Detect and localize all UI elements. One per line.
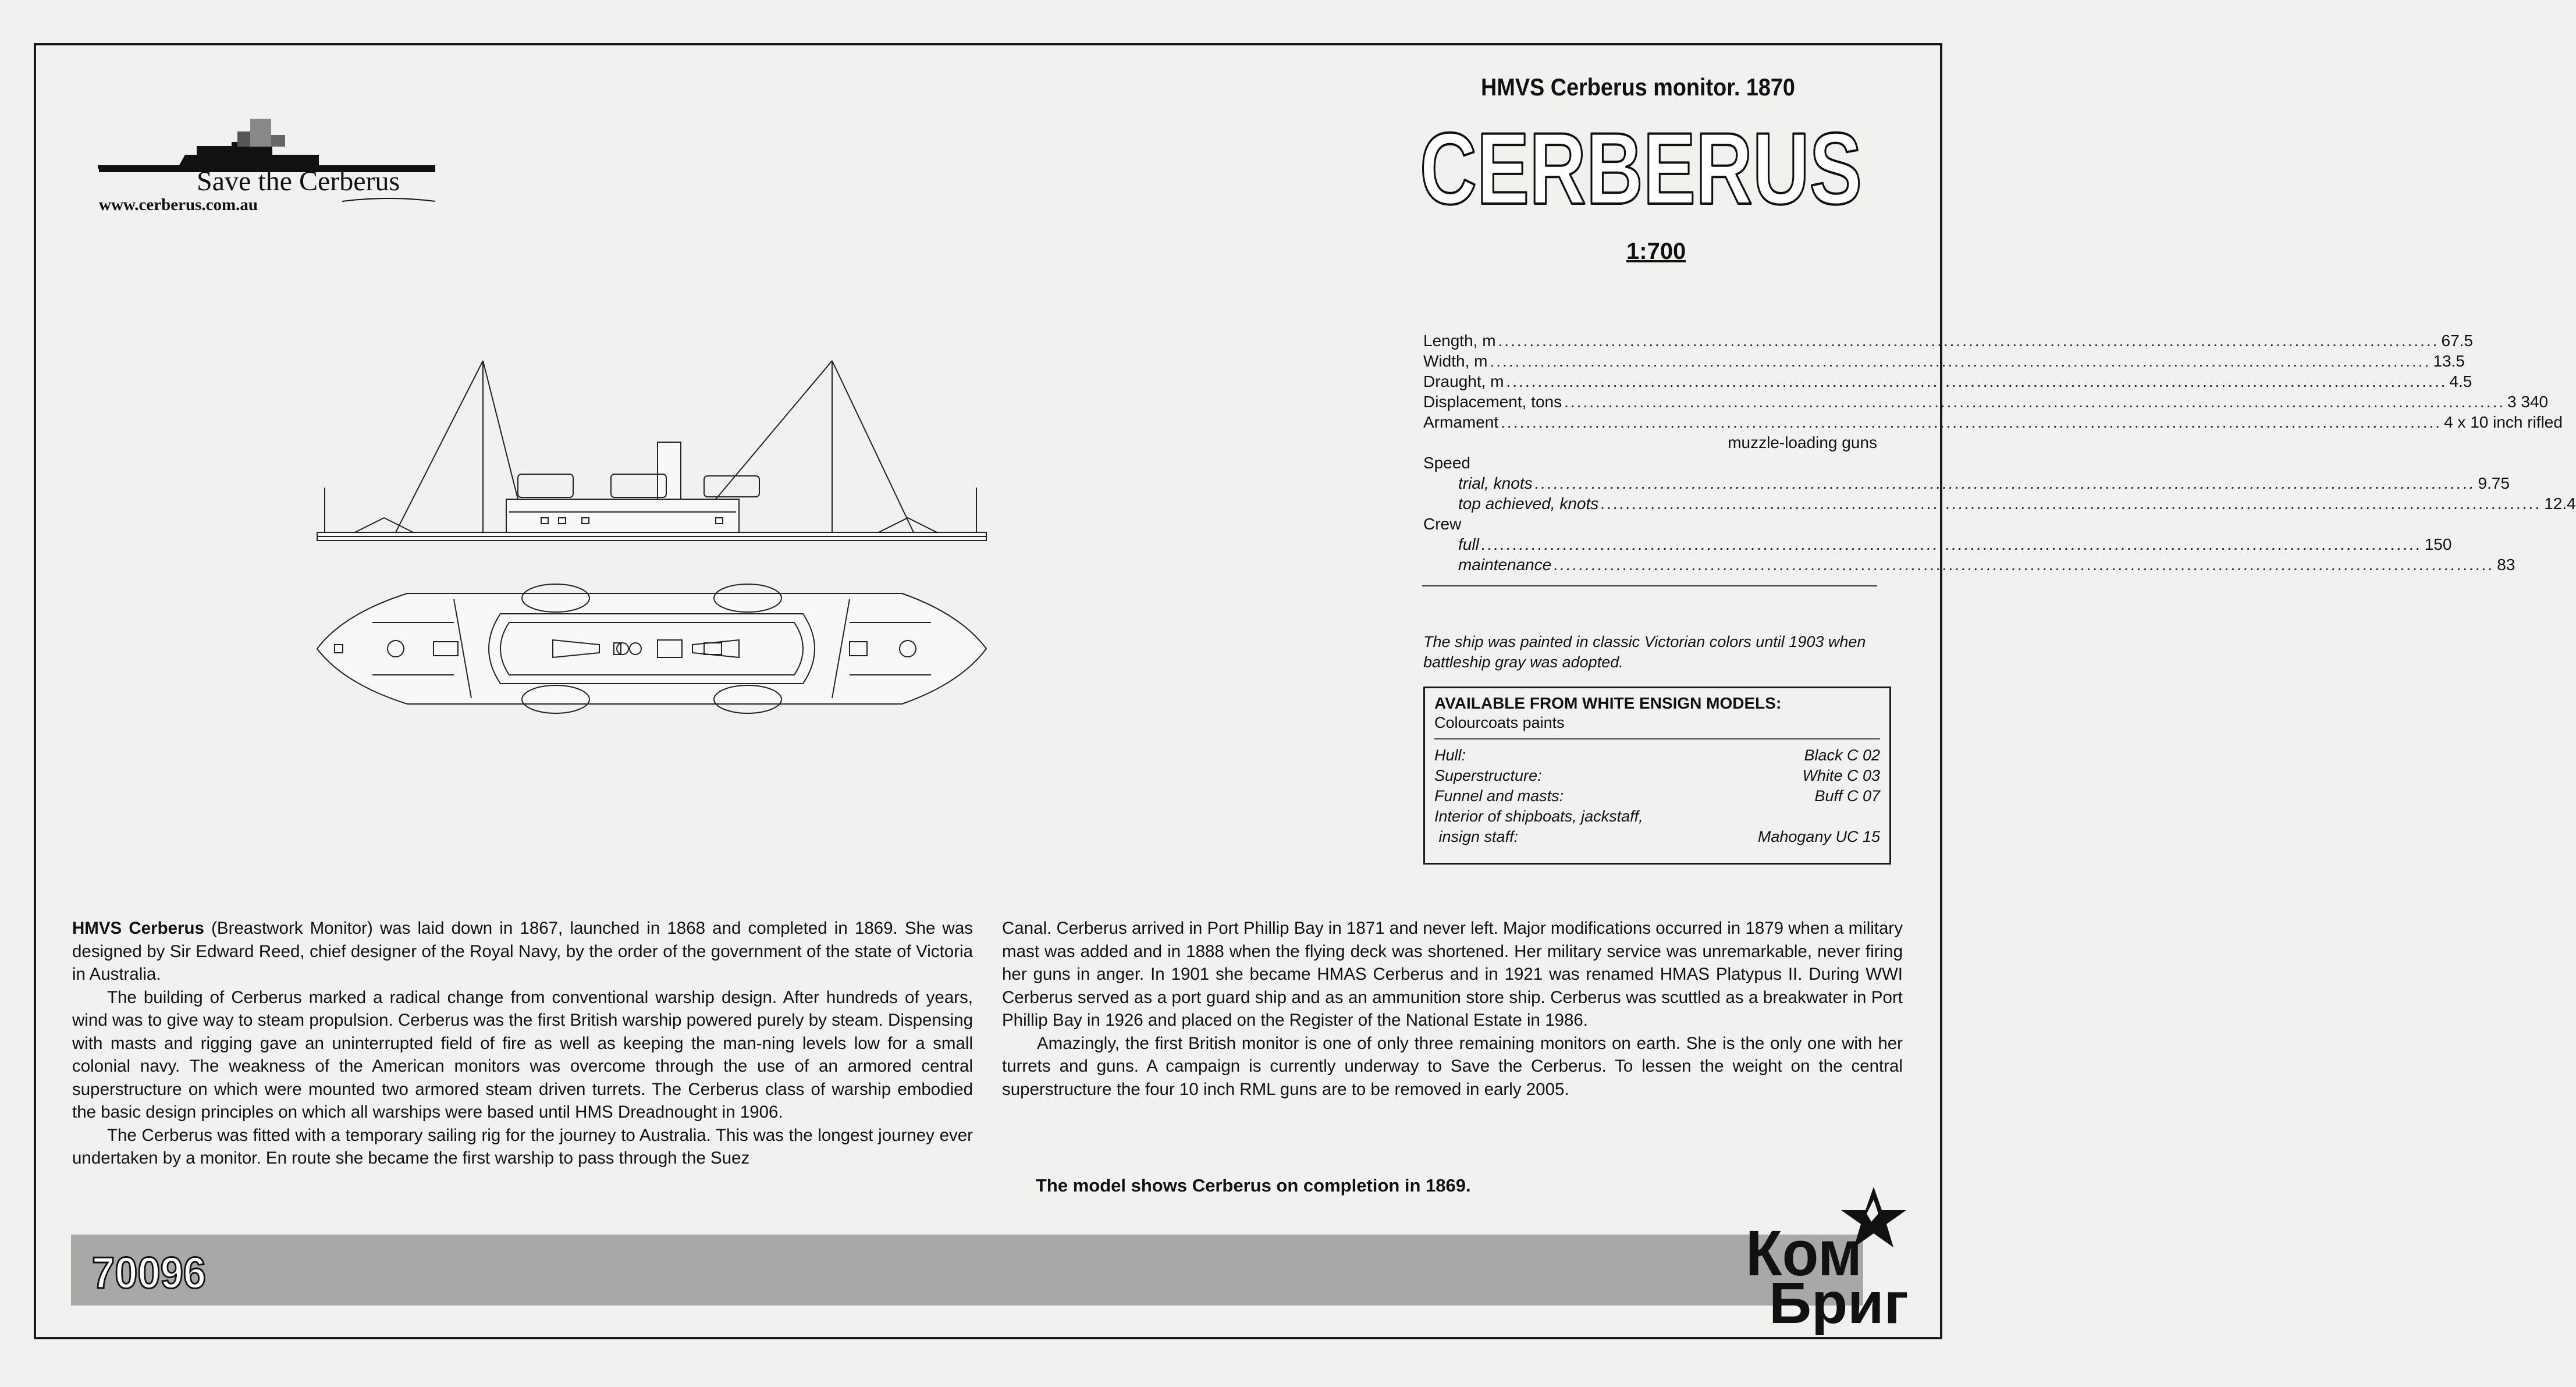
spec-row <box>1423 432 1877 453</box>
scale-label: 1:700 <box>1626 239 1686 264</box>
paint-availability-box <box>1423 687 1891 865</box>
history-paragraph-2: The building of Cerberus marked a radical change from conventional warship design. After hundreds of years, wind was to give way to steam propulsion. Cerberus was the first British warship powered purely by steam. Dispensing with masts and rigging gave an uninterrupted field of fire as well as keeping the man-ning levels low for a small colonial navy. The weakness of the American monitors was overcome through the use of an armored central superstructure on which were mounted two armored steam driven turrets. The Cerberus class of warship embodied the basic design principles on which all warships were based until HMS Dreadnought in 1906. <box>72 987 973 1122</box>
spec-value: 83 <box>2497 556 2515 574</box>
catalog-number <box>87 1245 215 1297</box>
spec-leader-dots <box>1506 371 2447 392</box>
availability-heading: AVAILABLE FROM WHITE ENSIGN MODELS: <box>1434 694 1782 712</box>
ship-drawings <box>308 349 995 733</box>
footer-band <box>71 1235 1863 1306</box>
ship-name-text: CERBERUS <box>1420 112 1862 226</box>
model-note: The model shows Cerberus on completion in 1869. <box>1036 1175 1471 1196</box>
spec-leader-dots <box>1498 330 2439 351</box>
spec-row <box>1423 493 2576 514</box>
spec-row <box>1423 330 2473 351</box>
paint-part: Superstructure: <box>1434 767 1542 784</box>
history-column-1 <box>72 917 973 1170</box>
spec-row <box>1423 473 2510 493</box>
paint-part: Funnel and masts: <box>1434 787 1564 805</box>
spec-label: Length, m <box>1423 332 1496 350</box>
paint-row <box>1434 745 1880 766</box>
paint-part: Interior of shipboats, jackstaff, <box>1434 808 1643 825</box>
spec-row <box>1423 514 1877 534</box>
spec-value: 150 <box>2424 535 2452 553</box>
spec-row <box>1423 554 2515 575</box>
history-paragraph-3: The Cerberus was fitted with a temporary sailing rig for the journey to Australia. This was the longest journey ever undertaken by a monitor. En route she became the first warship to pass through the Suez <box>72 1125 973 1168</box>
paint-part: insign staff: <box>1434 828 1519 845</box>
availability-subheading: Colourcoats paints <box>1434 713 1880 739</box>
paint-code: Buff C 07 <box>1814 787 1880 805</box>
ship-name-title <box>1414 112 1868 226</box>
spec-leader-dots <box>1501 412 2442 432</box>
spec-label: trial, knots <box>1458 474 1533 492</box>
paint-note: The ship was painted in classic Victorian colors until 1903 when battleship gray was adopted. <box>1423 633 1866 671</box>
history-paragraph-4: Canal. Cerberus arrived in Port Phillip Bay in 1871 and never left. Major modifications occurred in 1879 when a military mast was added and in 1888 when the flying deck was shortened. Her military service was unremarkable, never firing her guns in anger. In 1901 she became HMAS Cerberus and in 1921 was renamed HMAS Platypus II. During WWI Cerberus served as a port guard ship and as an ammunition store ship. Cerberus was scuttled as a breakwater in Port Phillip Bay in 1926 and placed on the Register of the National Estate in 1986. <box>1002 919 1903 1030</box>
paint-part: Hull: <box>1434 746 1466 764</box>
spec-label: Crew <box>1423 515 1462 533</box>
logo-name: Save the Cerberus <box>197 166 400 197</box>
spec-row <box>1423 351 2465 371</box>
spec-row <box>1423 534 2452 554</box>
spec-leader-dots <box>1535 473 2476 493</box>
spec-value: muzzle-loading guns <box>1728 433 1877 451</box>
kombrig-logo <box>1740 1187 1914 1336</box>
paint-rows <box>1434 745 1880 847</box>
spec-label: top achieved, knots <box>1458 495 1599 513</box>
spec-row <box>1423 453 1877 473</box>
paint-code: White C 03 <box>1802 767 1880 784</box>
spec-value: 13.5 <box>2433 352 2465 370</box>
ship-subtitle: HMVS Cerberus monitor. 1870 <box>1481 73 1795 101</box>
history-paragraph-1-text: (Breastwork Monitor) was laid down in 1867, launched in 1868 and completed in 1869. She was designed by Sir Edward Reed, chief designer of the Royal Navy, by the order of the government of the state of Victoria in Australia. <box>72 919 973 984</box>
spec-leader-dots <box>1564 392 2505 412</box>
logo-url: www.cerberus.com.au <box>99 195 258 214</box>
spec-label: Displacement, tons <box>1423 393 1562 411</box>
spec-row <box>1423 392 2549 412</box>
paint-row <box>1434 806 1880 827</box>
specs-divider <box>1422 585 1877 586</box>
history-paragraph-1 <box>72 917 973 986</box>
spec-value: 9.75 <box>2478 474 2510 492</box>
spec-label: maintenance <box>1458 556 1552 574</box>
spec-label: full <box>1458 535 1479 553</box>
paint-row <box>1434 786 1880 806</box>
brand-line-1: Ком <box>1746 1218 1862 1289</box>
spec-row <box>1423 371 2472 392</box>
paint-code: Black C 02 <box>1804 746 1880 764</box>
paint-row <box>1434 827 1880 847</box>
paint-code: Mahogany UC 15 <box>1757 828 1880 845</box>
spec-value: 3 340 <box>2507 393 2549 411</box>
ship-name-bold: HMVS Cerberus <box>72 919 204 938</box>
spec-leader-dots <box>1601 493 2542 514</box>
spec-leader-dots <box>1554 554 2495 575</box>
history-column-2 <box>1002 917 1903 1101</box>
spec-leader-dots <box>1481 534 2422 554</box>
spec-row <box>1423 412 2563 432</box>
spec-label: Draught, m <box>1423 372 1504 390</box>
paint-row <box>1434 766 1880 786</box>
spec-value: 12.4 <box>2544 495 2576 513</box>
specifications-table <box>1423 330 2576 575</box>
history-paragraph-5: Amazingly, the first British monitor is one of only three remaining monitors on earth. She is the only one with her turrets and guns. A campaign is currently underway to Save the Cerberus. To lessen the weight on the central superstructure the four 10 inch RML guns are to be removed in early 2005. <box>1002 1033 1903 1099</box>
spec-value: 4.5 <box>2449 372 2472 390</box>
plan-view-drawing <box>317 584 986 713</box>
spec-label: Speed <box>1423 454 1470 472</box>
spec-leader-dots <box>1490 351 2431 371</box>
spec-value: 4 x 10 inch rifled <box>2444 413 2563 431</box>
spec-label: Armament <box>1423 413 1499 431</box>
spec-label: Width, m <box>1423 352 1488 370</box>
spec-value: 67.5 <box>2441 332 2473 350</box>
catalog-number-text: 70096 <box>92 1249 206 1298</box>
brand-line-2: Бриг <box>1769 1271 1909 1336</box>
side-profile-drawing <box>317 361 986 540</box>
